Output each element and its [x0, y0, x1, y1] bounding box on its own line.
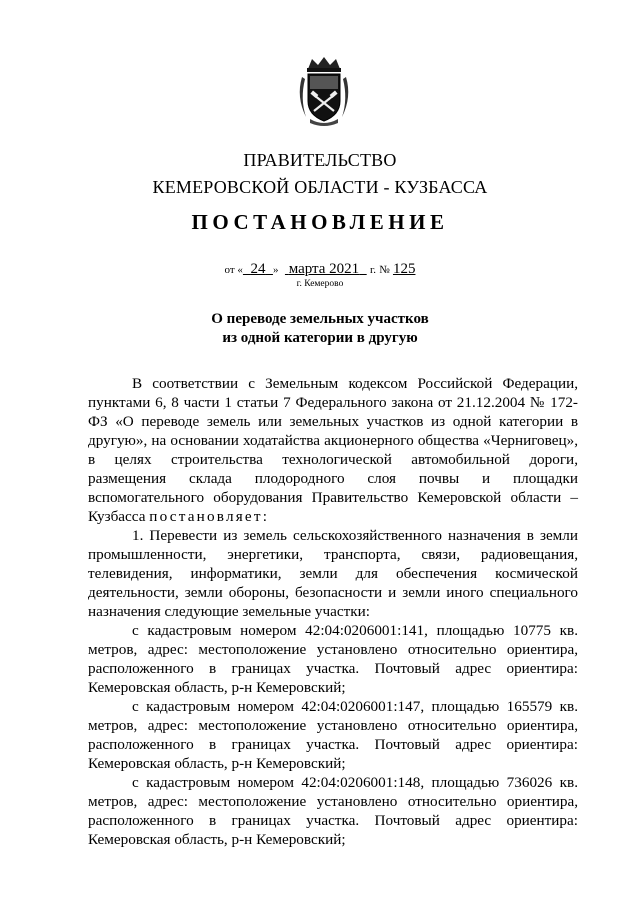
- coat-of-arms-icon: [294, 55, 354, 127]
- city-label: г. Кемерово: [296, 279, 344, 289]
- number-sign: №: [379, 264, 390, 276]
- plot-paragraph-2: с кадастровым номером 42:04:0206001:147, площадью 165579 кв. метров, адрес: местоположение установлено относительно ориентира, расположенного в границах участка. Почтовый адрес ориентира: Кемеровская область, р-н Кемеровский;: [88, 698, 578, 772]
- date-month-year: марта 2021: [288, 261, 360, 277]
- date-year-suffix: г.: [369, 264, 376, 276]
- intro-paragraph: В соответствии с Земельным кодексом Российской Федерации, пунктами 6, 8 части 1 статьи 7 Федерального закона от 21.12.2004 № 172-ФЗ «О переводе земель или земельных участков из одной категории в другую», на основании ходатайства акционерного общества «Черниговец», в целях строительства технологической автомобильной дороги, размещения склада плодородного слоя почвы и площадки вспомогательного оборудования Правительство Кемеровской области – Кузбасса постановляет:: [88, 375, 578, 525]
- date-day: 24: [250, 261, 266, 277]
- date-mid: »: [272, 264, 279, 276]
- org-name-line1: ПРАВИТЕЛЬСТВО: [243, 150, 397, 170]
- plot-paragraph-3: с кадастровым номером 42:04:0206001:148, площадью 736026 кв. метров, адрес: местоположение установлено относительно ориентира, расположенного в границах участка. Почтовый адрес ориентира: Кемеровская область, р-н Кемеровский;: [88, 774, 578, 848]
- subject-line2: из одной категории в другую: [222, 330, 418, 346]
- document-number: 125: [392, 261, 416, 277]
- plot-paragraph-1: с кадастровым номером 42:04:0206001:141, площадью 10775 кв. метров, адрес: местоположение установлено относительно ориентира, расположенного в границах участка. Почтовый адрес ориентира: Кемеровская область, р-н Кемеровский;: [88, 622, 578, 696]
- subject-line1: О переводе земельных участков: [211, 311, 429, 327]
- date-prefix: от «: [224, 264, 243, 276]
- document-body: [88, 374, 578, 849]
- org-name-line2: КЕМЕРОВСКОЙ ОБЛАСТИ - КУЗБАССА: [152, 177, 488, 197]
- date-line: [0, 261, 640, 278]
- resolves-word: постановляет:: [149, 508, 270, 525]
- item-1-paragraph: 1. Перевести из земель сельскохозяйственного назначения в земли промышленности, энергетики, транспорта, связи, радиовещания, телевидения, информатики, земли для обеспечения космической деятельности, земли обороны, безопасности и земли иного специального назначения следующие земельные участки:: [88, 527, 578, 620]
- document-type-title: ПОСТАНОВЛЕНИЕ: [191, 210, 449, 234]
